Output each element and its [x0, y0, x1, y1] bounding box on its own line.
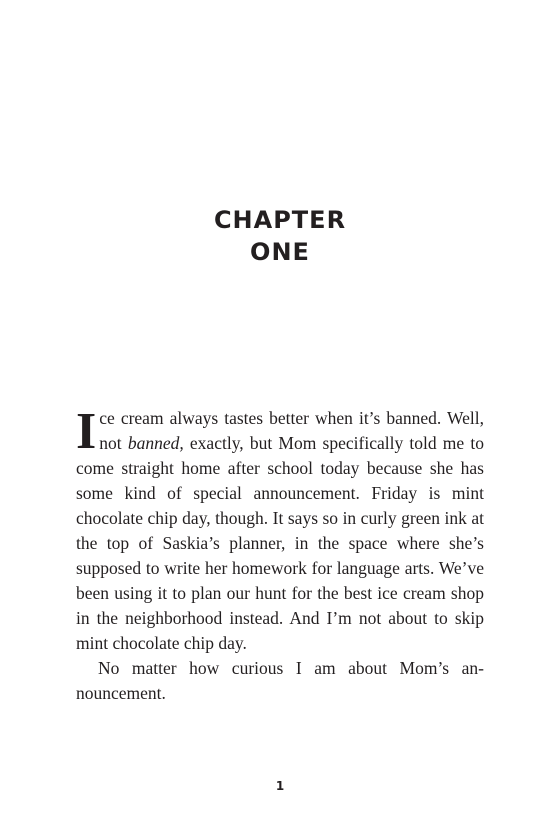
page-number: 1 — [275, 779, 285, 793]
drop-cap: I — [76, 403, 97, 460]
chapter-label: CHAPTER — [213, 206, 347, 234]
paragraph-1-text-end: exactly, but Mom specifically told me to come straight home after school today because she has some kind of special announcement. Friday is mint chocolate chip day, though. It says so in curly green ink at the top of Saskia’s planner, in the space where she’s supposed to write her homework for language arts. We’ve been using it to plan our hunt for the best ice cream shop in the neighborhood instead. And I’m not about to skip mint chocolate chip day. — [76, 433, 484, 653]
chapter-title — [0, 204, 560, 268]
chapter-number: ONE — [250, 238, 310, 266]
chapter-body — [76, 403, 484, 706]
paragraph-1-text-start: ce cream always tastes better when it’s banned. Well, not — [99, 408, 484, 453]
emphasized-word: banned, — [127, 433, 184, 453]
paragraph-1 — [76, 403, 484, 656]
paragraph-2: No matter how curious I am about Mom’s announcement. — [76, 658, 484, 703]
